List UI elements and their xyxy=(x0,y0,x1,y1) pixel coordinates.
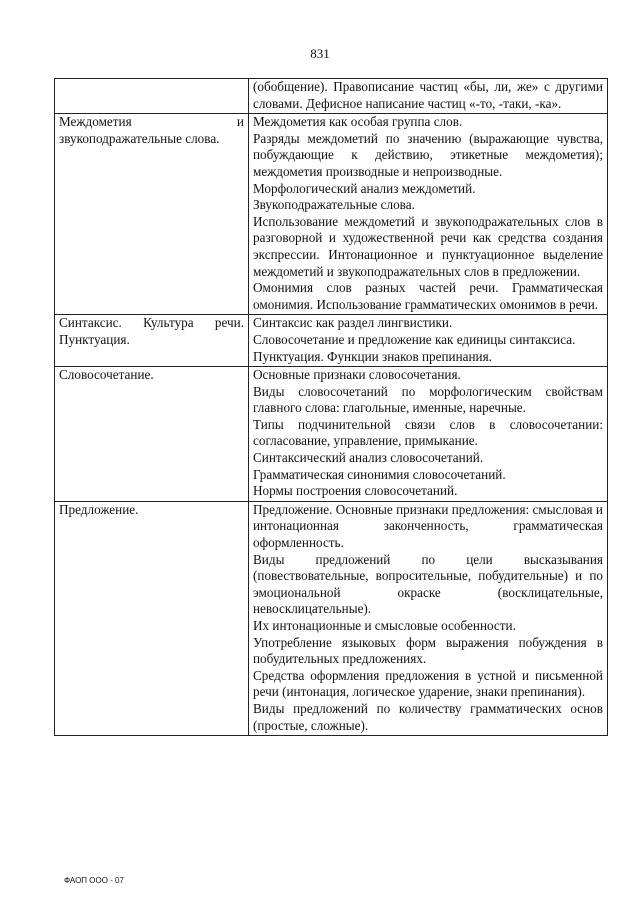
content-paragraph: Средства оформления предложения в устной и письменной речи (интонация, логическое ударение, знаки препинания). xyxy=(253,667,603,700)
topic-text: Междометия и звукоподражательные слова. xyxy=(59,114,244,146)
page-number: 831 xyxy=(310,46,330,61)
content-paragraph: Употребление языковых форм выражения побуждения в побудительных предложениях. xyxy=(253,634,603,667)
topic-cell xyxy=(55,367,249,502)
content-paragraph: Типы подчинительной связи слов в словосочетании: согласование, управление, примыкание. xyxy=(253,416,603,449)
topic-text: Предложение. xyxy=(59,501,139,517)
content-paragraph: (обобщение). Правописание частиц «бы, ли, же» с другими словами. Дефисное написание частиц «-то, -таки, -ка». xyxy=(253,79,603,111)
topic-cell xyxy=(55,79,249,114)
topic-cell xyxy=(55,501,249,735)
content-paragraph: Виды словосочетаний по морфологическим свойствам главного слова: глагольные, именные, наречные. xyxy=(253,383,603,416)
content-paragraph: Предложение. Основные признаки предложения: смысловая и интонационная законченность, грамматическая оформленность. xyxy=(253,501,603,551)
content-paragraph: Словосочетание и предложение как единицы синтаксиса. xyxy=(253,331,576,347)
content-paragraph: Омонимия слов разных частей речи. Грамматическая омонимия. Использование грамматических омонимов в речи. xyxy=(253,280,603,312)
content-cell xyxy=(249,315,608,367)
table-row xyxy=(55,315,608,367)
content-paragraph: Разряды междометий по значению (выражающие чувства, побуждающие к действию, этикетные междометия); междометия производные и непроизводные. xyxy=(253,130,603,179)
content-cell xyxy=(249,367,608,502)
content-paragraph: Использование междометий и звукоподражательных слов в разговорной и художественной речи как средства создания экспрессии. Интонационное и пунктуационное выделение междометий и звукоподражательных слов в предложении. xyxy=(253,213,603,279)
content-paragraph: Междометия как особая группа слов. xyxy=(253,114,463,130)
content-cell xyxy=(249,114,608,315)
content-paragraph: Нормы построения словосочетаний. xyxy=(253,483,458,499)
topic-text: Словосочетание. xyxy=(59,367,154,383)
table-row xyxy=(55,114,608,315)
content-cell xyxy=(249,501,608,735)
content-paragraph: Синтаксический анализ словосочетаний. xyxy=(253,450,484,466)
content-paragraph: Пунктуация. Функции знаков препинания. xyxy=(253,348,492,364)
content-cell xyxy=(249,79,608,114)
content-paragraph: Виды предложений по количеству грамматических основ (простые, сложные). xyxy=(253,700,603,733)
topic-text: Синтаксис. Культура речи. Пунктуация. xyxy=(59,315,244,347)
table-row xyxy=(55,79,608,114)
table-row xyxy=(55,367,608,502)
curriculum-table xyxy=(54,78,608,736)
document-code: ФАОП ООО - 07 xyxy=(64,876,124,885)
content-paragraph: Их интонационные и смысловые особенности. xyxy=(253,618,516,633)
content-paragraph: Виды предложений по цели высказывания (повествовательные, вопросительные, побудительные) и по эмоциональной окраске (восклицательные, невосклицательные). xyxy=(253,551,603,617)
table-row xyxy=(55,501,608,735)
content-paragraph: Основные признаки словосочетания. xyxy=(253,367,461,383)
content-paragraph: Звукоподражательные слова. xyxy=(253,197,415,213)
topic-cell xyxy=(55,114,249,315)
content-paragraph: Морфологический анализ междометий. xyxy=(253,180,476,196)
content-paragraph: Синтаксис как раздел лингвистики. xyxy=(253,315,453,331)
content-paragraph: Грамматическая синонимия словосочетаний. xyxy=(253,466,506,482)
topic-cell xyxy=(55,315,249,367)
